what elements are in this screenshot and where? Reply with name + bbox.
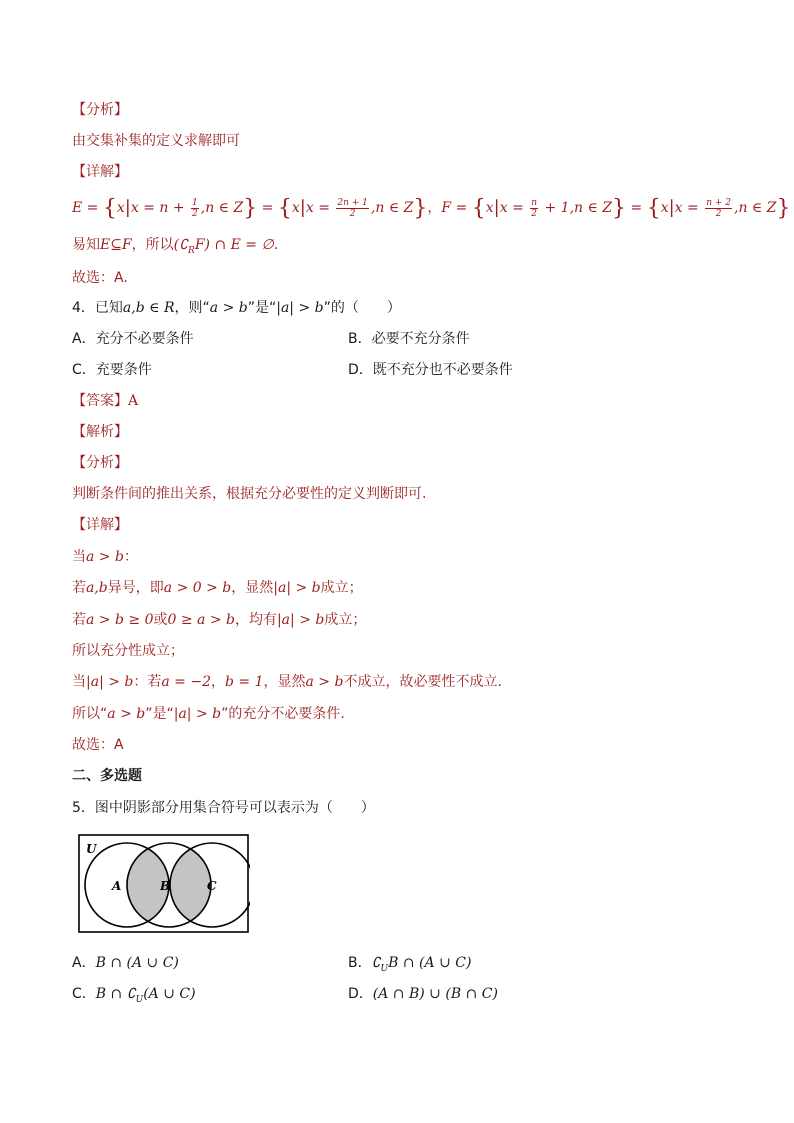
analysis-tag-q4: 【分析】 — [72, 455, 128, 471]
label-c: C — [207, 879, 217, 893]
answer-line: 【答案】A — [72, 393, 139, 409]
section-heading: 二、多选题 — [72, 768, 142, 784]
label-b: B — [160, 879, 171, 893]
detail-line-2: 若a,b异号，即a > 0 > b，显然|a| > b成立； — [72, 580, 363, 596]
label-a: A — [112, 879, 122, 893]
q4-option-a: A．充分不必要条件 — [72, 331, 194, 347]
choose-line: 故选：A. — [72, 270, 128, 286]
q4-option-b: B．必要不充分条件 — [348, 331, 470, 347]
detail-tag-q4: 【详解】 — [72, 517, 128, 533]
detail-line-4: 所以充分性成立； — [72, 643, 184, 659]
choose-line-q4: 故选：A — [72, 737, 124, 753]
analysis-text-q4: 判断条件间的推出关系，根据充分必要性的定义判断即可. — [72, 486, 427, 502]
set-definition-equation: E = {x|x = n + $\frac{1}{2}$ ,n ∈ Z} = {x|x = $\frac{2n + 1}{2}$ ,n ∈ Z}，F = {x|x = $\frac{n}{2}$ + 1,n ∈ Z} = {x|x = $\frac{n + 2}{2}$ ,n ∈ Z} — [72, 196, 791, 221]
detail-line-3: 若a > b ≥ 0或0 ≥ a > b，均有|a| > b成立； — [72, 612, 367, 628]
q5-option-c: C．B ∩ $∁_U(A$ ∪ C) — [72, 986, 196, 1005]
easy-to-know-line: 易知E⊆F，所以$(∁_RF)$ ∩ E = ∅. — [72, 237, 279, 256]
detail-line-1: 当a > b： — [72, 549, 138, 565]
q5-option-d: D．(A ∩ B) ∪ (B ∩ C) — [348, 986, 498, 1002]
fraction: $\frac{n + 2}{2}$ — [706, 197, 731, 219]
fraction: $\frac{1}{2}$ — [192, 197, 198, 219]
label-u: U — [86, 842, 97, 856]
q4-option-c: C．充要条件 — [72, 362, 152, 378]
q5-option-a: A．B ∩ (A ∪ C) — [72, 955, 179, 971]
question-4-stem: 4．已知a,b ∈ R，则“a > b”是“|a| > b”的（ ） — [72, 300, 401, 316]
analysis-tag: 【分析】 — [72, 102, 128, 118]
explanation-tag: 【解析】 — [72, 424, 128, 440]
fraction: $\frac{n}{2}$ — [531, 197, 538, 219]
detail-tag: 【详解】 — [72, 164, 128, 180]
detail-line-6: 所以“a > b”是“|a| > b”的充分不必要条件. — [72, 706, 345, 722]
venn-diagram — [78, 834, 250, 934]
fraction: $\frac{2n + 1}{2}$ — [337, 197, 368, 219]
q5-option-b: B．$∁_UB$ ∩ (A ∪ C) — [348, 955, 472, 974]
q4-option-d: D．既不充分也不必要条件 — [348, 362, 513, 378]
analysis-text: 由交集补集的定义求解即可 — [72, 133, 240, 149]
detail-line-5: 当|a| > b：若a = −2，b = 1，显然a > b不成立，故必要性不成立. — [72, 674, 502, 690]
question-5-stem: 5．图中阴影部分用集合符号可以表示为（ ） — [72, 800, 375, 816]
